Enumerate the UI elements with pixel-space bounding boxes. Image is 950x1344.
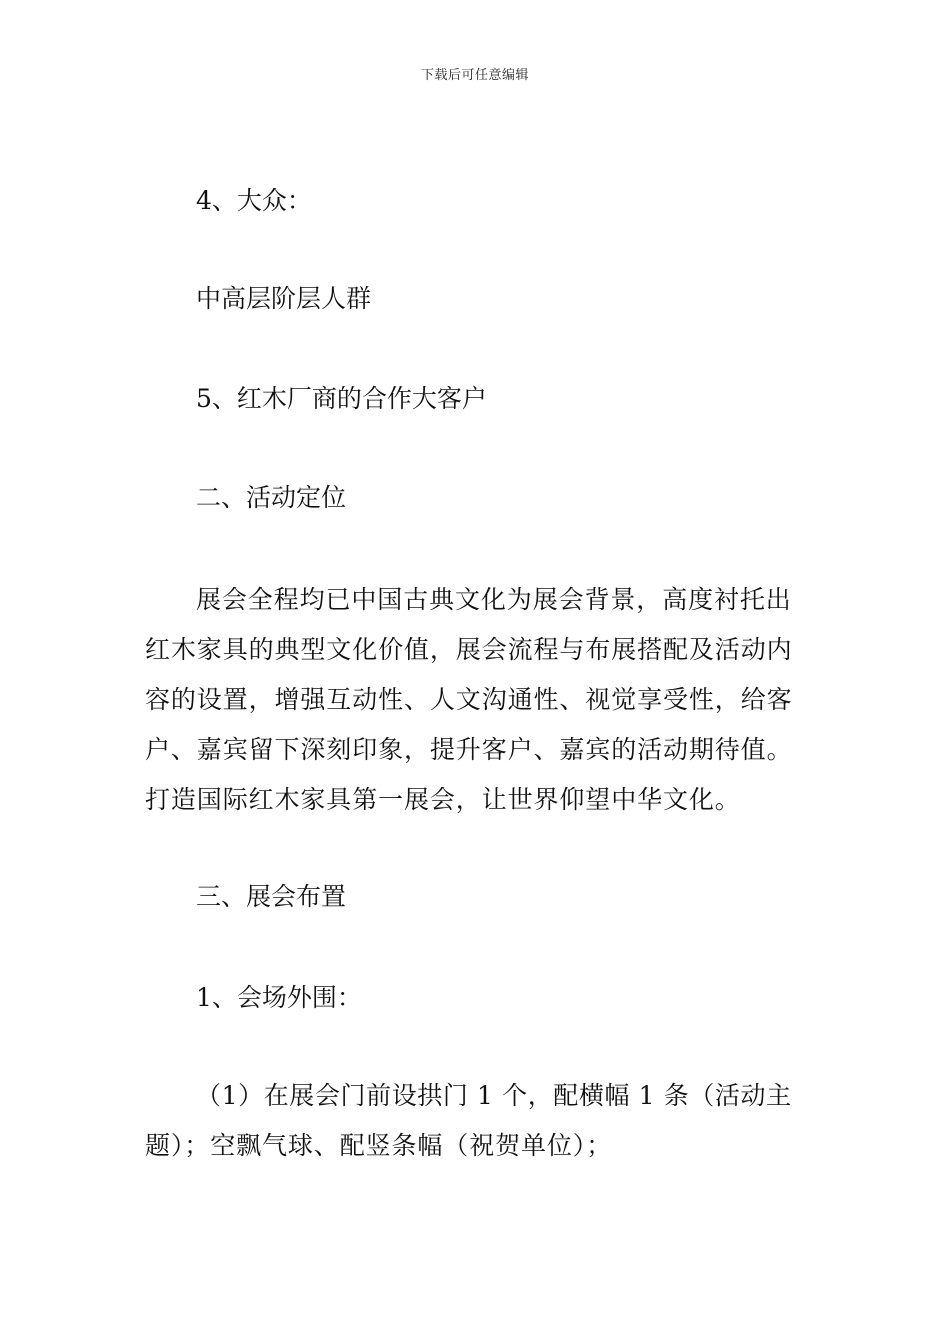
item-5: 5、红木厂商的合作大客户 [196, 384, 487, 413]
sub-1-heading: 1、会场外围： [196, 983, 362, 1012]
page-header: 下载后可任意编辑 [420, 68, 529, 83]
section-2-paragraph [145, 575, 815, 825]
paragraph-line: 展会全程均已中国古典文化为展会背景，高度衬托出 [196, 585, 792, 614]
paragraph-line: 题）；空飘气球、配竖条幅（祝贺单位）； [145, 1131, 613, 1160]
section-3-heading: 三、展会布置 [196, 882, 347, 911]
item-4-heading: 4、大众： [196, 186, 312, 215]
section-2-heading: 二、活动定位 [196, 483, 347, 512]
paragraph-line: 容的设置，增强互动性、人文沟通性、视觉享受性，给客 [145, 685, 793, 714]
sub-1-item-1 [145, 1071, 815, 1171]
paragraph-line: 打造国际红木家具第一展会，让世界仰望中华文化。 [145, 785, 741, 814]
paragraph-line: 红木家具的典型文化价值，展会流程与布展搭配及活动内 [145, 635, 793, 664]
paragraph-line: （1）在展会门前设拱门 1 个，配横幅 1 条（活动主 [196, 1081, 792, 1110]
item-4-content: 中高层阶层人群 [196, 284, 372, 313]
paragraph-line: 户、嘉宾留下深刻印象，提升客户、嘉宾的活动期待值。 [145, 735, 793, 764]
